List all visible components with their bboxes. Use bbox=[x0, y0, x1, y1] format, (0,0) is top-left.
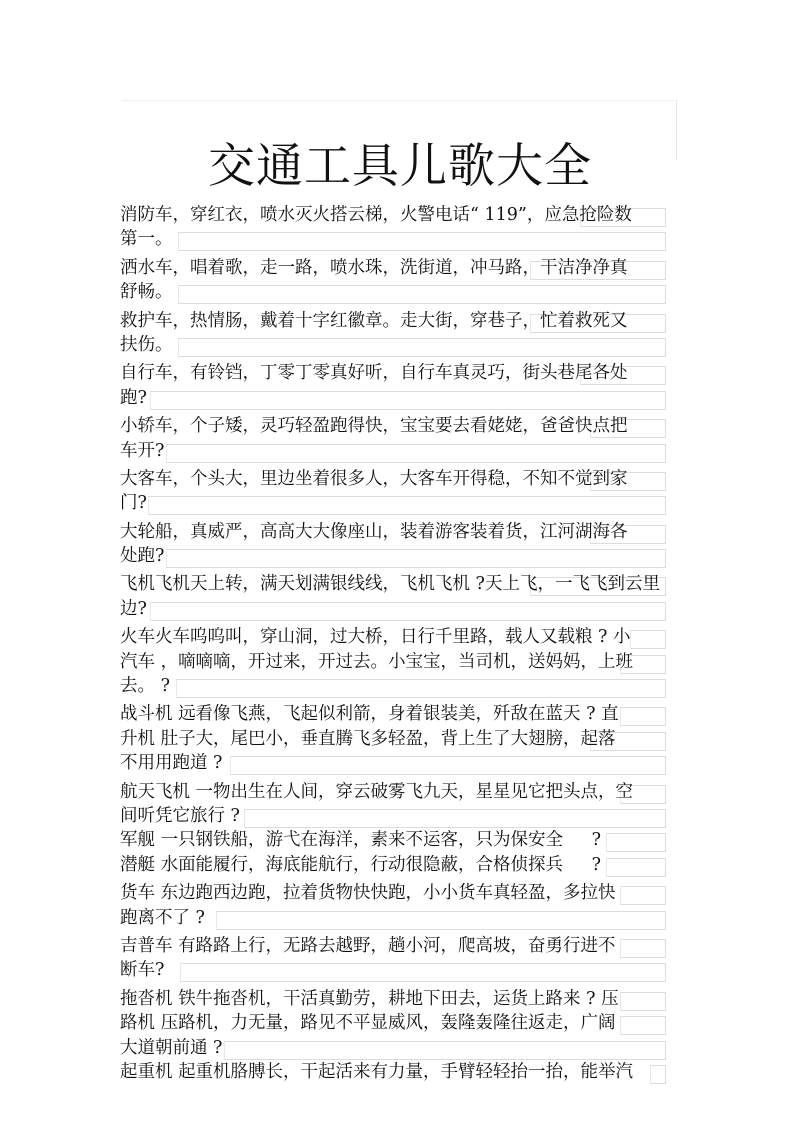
text-line: 边? bbox=[120, 597, 680, 621]
text-line: 断车? bbox=[120, 958, 680, 982]
text-line: 飞机飞机天上转，满天划满银线线，飞机飞机 ?天上飞，一飞飞到云里 bbox=[120, 572, 680, 596]
text-line: 货车 东边跑西边跑，拉着货物快快跑，小小货车真轻盈，多拉快 bbox=[120, 881, 680, 905]
text-line: 洒水车，唱着歌，走一路，喷水珠，洗街道，冲马路，干洁净净真 bbox=[120, 256, 680, 280]
text-line: 大客车，个头大，里边坐着很多人，大客车开得稳，不知不觉到家 bbox=[120, 467, 680, 491]
text-line: 战斗机 远看像飞燕，飞起似利箭，身着银装美，歼敌在蓝天 ? 直 bbox=[120, 702, 680, 726]
text-line: 扶伤。 bbox=[120, 333, 680, 357]
text-line: 大轮船，真威严，高高大大像座山，装着游客装着货，江河湖海各 bbox=[120, 520, 680, 544]
text-line: 处跑? bbox=[120, 544, 680, 568]
text-line: 大道朝前通 ? bbox=[120, 1036, 680, 1060]
text-line: 跑? bbox=[120, 386, 680, 410]
text-line: 升机 肚子大，尾巴小，垂直腾飞多轻盈，背上生了大翅膀，起落 bbox=[120, 727, 680, 751]
text-line: 起重机 起重机胳膊长，干起活来有力量，手臂轻轻抬一抬，能举汽 bbox=[120, 1060, 680, 1084]
text-line: 汽车 ，嘀嘀嘀，开过来，开过去。小宝宝，当司机，送妈妈，上班 bbox=[120, 650, 680, 674]
text-line: 不用用跑道 ? bbox=[120, 751, 680, 775]
text-line: 舒畅。 bbox=[120, 280, 680, 304]
text-line: 路机 压路机，力无量，路见不平显威风，轰隆轰隆往返走，广阔 bbox=[120, 1011, 680, 1035]
text-line: 消防车，穿红衣，喷水灭火搭云梯，火警电话“ 119”，应急抢险数 bbox=[120, 203, 680, 227]
text-line: 门? bbox=[120, 491, 680, 515]
text-line: 跑离不了 ? bbox=[120, 906, 680, 930]
document-body bbox=[120, 203, 680, 1084]
text-line: 火车火车呜呜叫，穿山洞，过大桥，日行千里路，载人又载粮 ? 小 bbox=[120, 625, 680, 649]
text-line: 自行车，有铃铛，丁零丁零真好听，自行车真灵巧，街头巷尾各处 bbox=[120, 361, 680, 385]
text-line: 车开? bbox=[120, 439, 680, 463]
text-line: 去。 ? bbox=[120, 674, 680, 698]
text-line: 拖沓机 铁牛拖沓机，干活真勤劳，耕地下田去，运货上路来 ? 压 bbox=[120, 987, 680, 1011]
text-line: 小轿车，个子矮，灵巧轻盈跑得快，宝宝要去看姥姥，爸爸快点把 bbox=[120, 414, 680, 438]
page-title: 交通工具儿歌大全 bbox=[208, 139, 592, 195]
text-line: 救护车，热情肠，戴着十字红徽章。走大街，穿巷子，忙着救死又 bbox=[120, 309, 680, 333]
title-rule bbox=[122, 100, 675, 101]
text-line: 军舰 一只钢铁船，游弋在海洋，素来不运客，只为保安全 ? bbox=[120, 828, 680, 852]
text-line: 潜艇 水面能履行，海底能航行，行动很隐蔽，合格侦探兵 ? bbox=[120, 853, 680, 877]
text-line: 间听凭它旅行 ? bbox=[120, 804, 680, 828]
text-line: 航天飞机 一物出生在人间，穿云破雾飞九天，星星见它把头点，空 bbox=[120, 780, 680, 804]
text-line: 吉普车 有路路上行，无路去越野，趟小河，爬高坡，奋勇行进不 bbox=[120, 934, 680, 958]
text-line: 第一。 bbox=[120, 227, 680, 251]
